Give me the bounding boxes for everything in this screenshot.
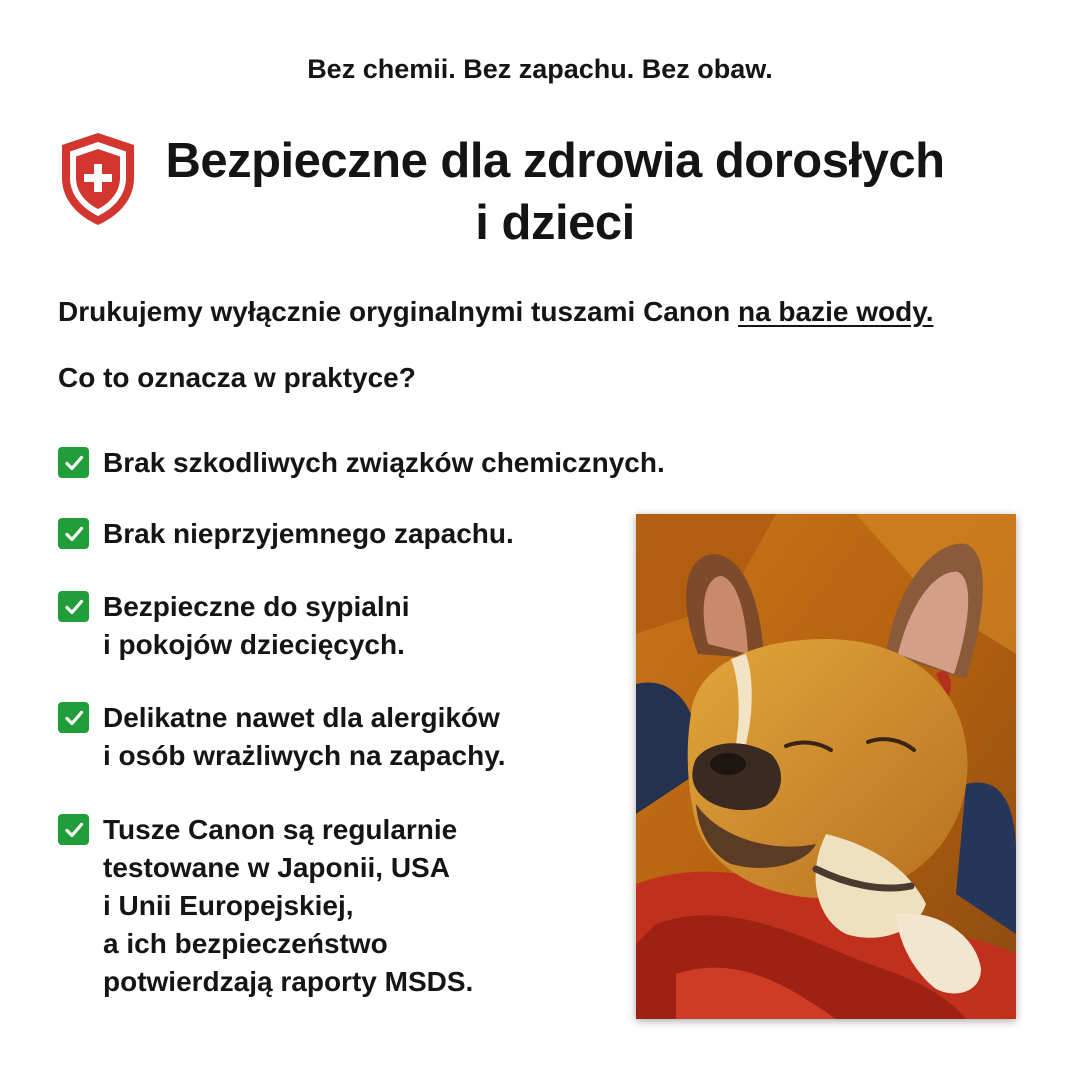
item-line: Bezpieczne do sypialni <box>103 591 410 622</box>
list-item <box>58 444 665 482</box>
green-check-icon <box>58 447 89 478</box>
tagline: Bez chemii. Bez zapachu. Bez obaw. <box>307 54 773 84</box>
list-item <box>58 515 618 553</box>
item-line: testowane w Japonii, USA <box>103 852 450 883</box>
headline-line-2: i dzieci <box>475 196 635 250</box>
list-item <box>58 588 618 664</box>
item-line: potwierdzają raporty MSDS. <box>103 966 474 997</box>
intro-prefix: Drukujemy wyłącznie oryginalnymi tuszami Canon <box>58 296 738 327</box>
question: Co to oznacza w praktyce? <box>58 362 416 393</box>
list-item <box>58 699 618 775</box>
item-line: a ich bezpieczeństwo <box>103 928 388 959</box>
headline-line-1: Bezpieczne dla zdrowia dorosłych <box>165 134 945 188</box>
shield-plus-icon <box>58 130 138 228</box>
item-line: i Unii Europejskiej, <box>103 890 354 921</box>
list-item <box>58 811 618 1001</box>
intro-text <box>58 296 1038 328</box>
item-line: Brak szkodliwych związków chemicznych. <box>103 447 665 478</box>
green-check-icon <box>58 702 89 733</box>
item-line: Delikatne nawet dla alergików <box>103 702 500 733</box>
item-line: Brak nieprzyjemnego zapachu. <box>103 518 514 549</box>
green-check-icon <box>58 518 89 549</box>
headline <box>150 130 960 254</box>
item-line: i osób wrażliwych na zapachy. <box>103 740 506 771</box>
green-check-icon <box>58 814 89 845</box>
green-check-icon <box>58 591 89 622</box>
intro-underlined: na bazie wody. <box>737 296 934 327</box>
item-line: Tusze Canon są regularnie <box>103 814 458 845</box>
dog-painting-image <box>636 514 1016 1019</box>
item-line: i pokojów dziecięcych. <box>103 629 405 660</box>
